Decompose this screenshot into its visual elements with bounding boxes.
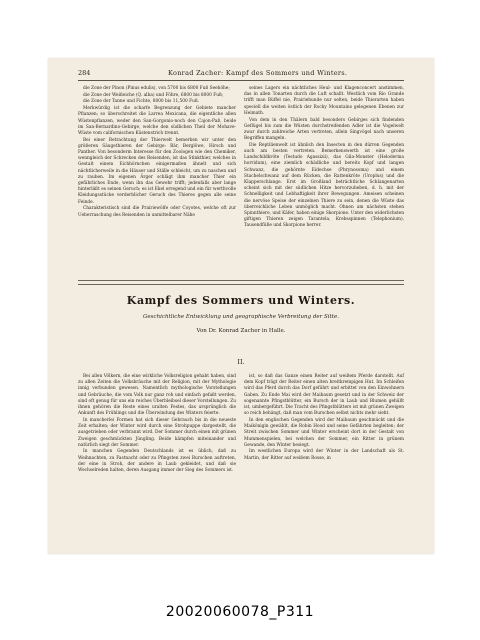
- upper-left-column: [78, 86, 236, 219]
- paragraph: Im westlichen Europa wird der Winter in der Landschaft als St. Martin, der Ritter auf weißem Rosse, in: [244, 449, 404, 461]
- lower-right-column: [244, 374, 404, 462]
- image-caption: 20020060078_P311: [165, 604, 315, 620]
- paragraph: In manchen Gegenden Deutschlands ist es üblich, daß zu Weihnachten, zu Fastnacht oder zu Pfingsten zwei Burschen auftreten, der eine in Stroh, der andere in Laub gekleidet, und daß sie Wechselreden halten, deren Ausgang immer der Sieg des Sommers ist.: [78, 449, 236, 474]
- page-header: [78, 68, 404, 81]
- article-title: Kampf des Sommers und Winters.: [126, 294, 356, 307]
- paragraph: Von dem in den Thälern bald besonders Gebirges sich findenden Geflügel bis zum die Wüsten durchstreifenden Adler ist die Vogelwelt zwar durch zahlreiche Arten vertreten, allein Singvögel nach unseren Begriffen mangeln.: [244, 117, 404, 142]
- book-page: [48, 58, 434, 554]
- lower-left-column: [78, 374, 236, 475]
- section-number: II.: [237, 358, 245, 366]
- paragraph: Merkwürdig ist die scharfe Begrenzung der Gebiete mancher Pflanzen; so überschreitet die Larrea Mexicana, die eigentliche allen Wüstenpflanzen, weder den San-Gorgonio-noch den Cajon-Paß, beide im San-Bernardino-Gebirge, welche den südlichen Theil der Mohave-Wüste vom californischen Küstenstrich trennt.: [78, 106, 236, 136]
- paragraph: Charakteristisch sind die Prairiewölfe oder Coyotes, welche oft zur Ueberraschung des Reisenden in unmittelbarer Nähe: [78, 206, 236, 218]
- upper-right-column: [244, 86, 404, 230]
- paragraph: die Zone der Pinon (Pinus edulis), von 5700 bis 6800 Fuß Seehöhe;: [83, 86, 230, 91]
- running-head: Konrad Zacher: Kampf des Sommers und Winters.: [168, 69, 348, 77]
- paragraph: In den englischen Gegenden wird der Maibaum geschmückt und die Maikönigin gewählt, die Robin Hood und seine Gefährten begleiten; der Streit zwischen Sommer und Winter erscheint dort in der Gestalt von Mummenspielen, bei welchen der Sommer, ein Ritter in grünem Gewande, den Winter besiegt.: [244, 417, 404, 448]
- paragraph: ist, so daß das Ganze einen Reiter auf weißem Pferde darstellt. Auf dem Kopf trägt der Reiter einen alten breitkrempigen Hut. Im Schleifen wird das Pferd durch das Dorf geführt und erbittet von den Einwohnern Gaben. Zu Ende Mai wird der Maibaum gesetzt und in der Schweiz der sogenannte Pfingstblütter, ein Bursch der in Laub und Blumen gehüllt ist, umhergeführt. Die Tracht des Pfingstblütters ist mit grünen Zweigen so reich behängt, daß man vom Burschen selbst nichts mehr sieht.: [244, 374, 404, 417]
- section-divider: [78, 280, 404, 281]
- paragraph: Die Reptilienwelt ist ähnlich den Insecten in den dürren Gegenden auch am besten vertreten. Bemerkenswerth ist eine große Landschildkröte (Testudo Agassizii), das Gila-Monster (Heloderma horridum), eine ziemlich schädliche und bereits Kopf und langen Schwanz, die gehörnte Eidechse (Phrynosoma) und einem Stachelschwanz auf dem Rücken, die Rattenkröte (Uroplus) und die Klapperschlange. Erst im Großland beträchtliche Schlangenarten scheint sich mit der südlichen Hitze hervorzuheben, d. h. mit der Schnelligkeit und Lebhaftigkeit ihrer Bewegungen. Ameisen scheinen die nervöse Speise der einzelnen Thiere zu sein, denen die Wüste das überreichliche Leben unmöglich macht. Ohnen am nächsten stehen Spinnthiere, und Käfer, haben einige Skorpione. Unter den widerlichsten giftigen Thieren zeigen Tarantela, Krebsspinnen (Telephonium), Tausendfüße und Skorpione herrer.: [244, 142, 404, 229]
- paragraph: seines Lagers ein nächtliches Heul- und Klagenconcert anstimmen, das in allen Tonarten durch die Luft schallt. Westlich vom Rio Grande trifft man Büffel nie, Prairiehunde nur selten, beide Thierarten haben speciell die weiten östlich der Rocky Mountains gelegenen Ebenen zur Heimath.: [244, 86, 404, 116]
- section-divider: [78, 284, 404, 285]
- paragraph: die Zone der Weißeiche (Q. alba) und Föhre, 6800 bis 8000 Fuß;: [83, 92, 224, 98]
- paragraph: Bei einer Betrachtung der Thierwelt bemerken wir unter den größeren Säugethieren der Gebirge: Bär, Berglöwe, Hirsch und Panther. Von besonderm Interesse für den Zoologen wie den Chemiker, wenngleich der Schrecken des Reisenden, ist das Stinkthier, welches in Gestalt einem Eichhörnchen einigermaßen ähnelt und sich nächtlicherweile in die Häuser und Ställe schleicht, um zu naschen und zu rauben. Im eigenen Ärger schlägt ihm mancher Thier ein gefährliches Ende, wenn ihn das Gewehr trifft; jedenfalls aber lange hinterläßt es seinen Geruch; es ist Ekel erregend und ein für werthvolle Kleidungsstücke verderblicher Geruch des Thieres gegen alle seine Feinde.: [78, 137, 236, 205]
- page-number: 284: [78, 69, 91, 77]
- paragraph: Bei allen Völkern, die eine wirkliche Volksreligion gehabt haben, sind zu allen Zeiten die Volksbräuche mit der Religion, mit der Mythologie innig verbunden gewesen. Namentlich mythologische Vorstellungen und Gebräuche, die vom Volk nur ganz roh und einfach gefaßt werden, sind oft genug für uns ein reiches Überbleibsel dieser Vorstellungen. Zu ihnen gehören die Reste eines uralten Festes, das ursprünglich die Ankunft des Frühlings und die Überwindung des Winters feierte.: [78, 374, 236, 417]
- article-subtitle: Geschichtliche Entwicklung und geographische Verbreitung der Sitte.: [143, 314, 339, 320]
- paragraph: In mancherlei Formen hat sich dieser Gebrauch bis in die neueste Zeit erhalten; der Winter wird durch eine Strohpuppe dargestellt, die ausgetrieben oder verbrannt wird. Der Sommer durch einen mit grünen Zweigen geschmückten Jüngling. Beide kämpfen miteinander und natürlich siegt der Sommer.: [78, 417, 236, 448]
- article-byline: Von Dr. Konrad Zacher in Halle.: [196, 328, 286, 334]
- paragraph: die Zone der Tanne und Fichte, 8000 bis 11,500 Fuß.: [83, 99, 200, 105]
